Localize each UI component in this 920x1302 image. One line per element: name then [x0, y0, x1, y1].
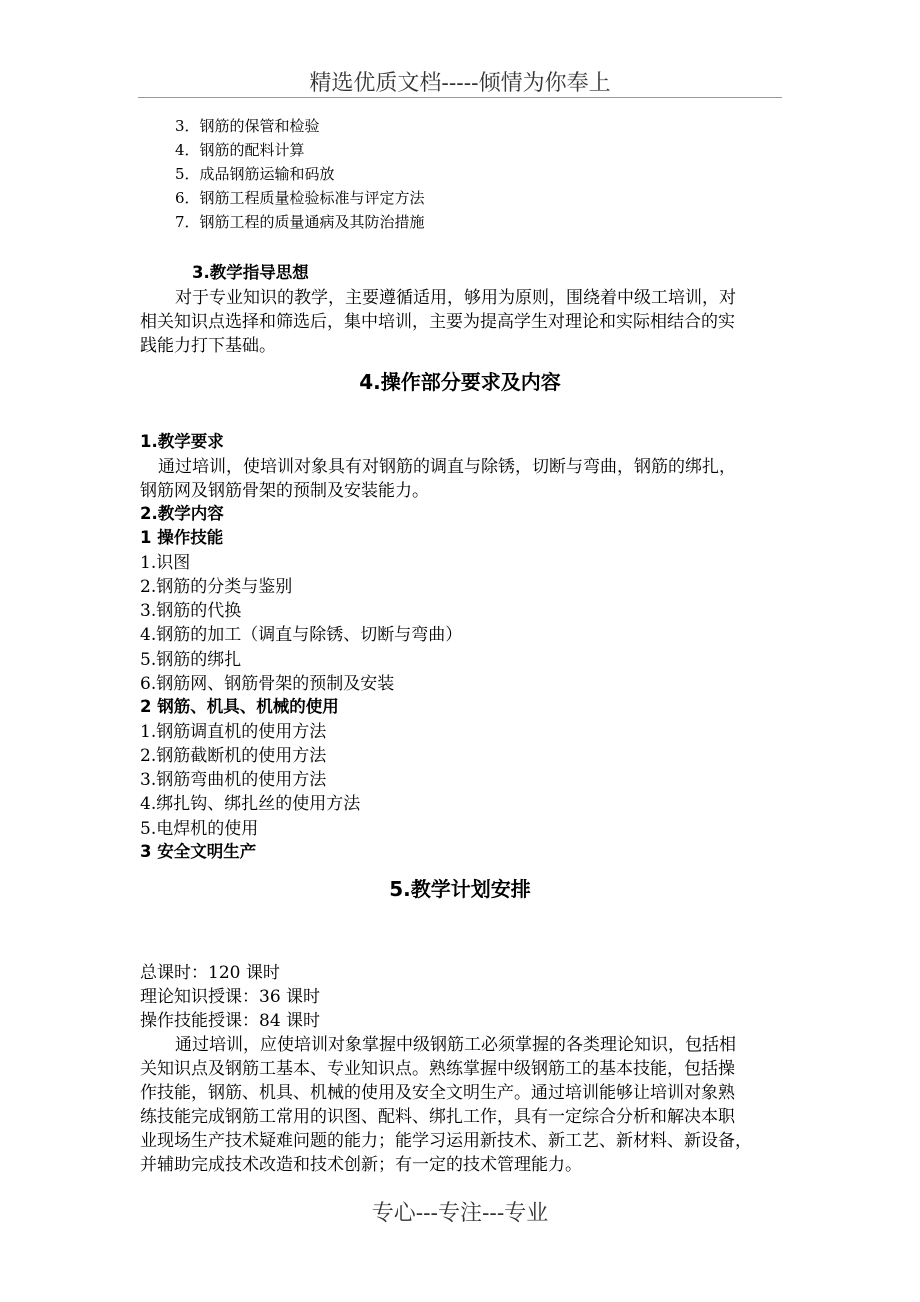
skill-item: 1.识图	[140, 553, 191, 573]
guiding-text-line: 践能力打下基础。	[140, 336, 276, 356]
requirements-heading: 1.教学要求	[140, 432, 224, 451]
list-item: 6．钢筋工程质量检验标准与评定方法	[175, 189, 425, 207]
machine-item: 2.钢筋截断机的使用方法	[140, 746, 327, 766]
header-divider	[138, 97, 782, 98]
requirements-text-line: 通过培训，使培训对象具有对钢筋的调直与除锈，切断与弯曲，钢筋的绑扎，	[158, 457, 736, 477]
guiding-text-line: 对于专业知识的教学，主要遵循适用，够用为原则，围绕着中级工培训，对	[175, 288, 736, 308]
safety-heading: 3 安全文明生产	[140, 842, 257, 861]
plan-text-line: 练技能完成钢筋工常用的识图、配料、绑扎工作，具有一定综合分析和解决本职	[140, 1107, 735, 1127]
skill-item: 4.钢筋的加工（调直与除锈、切断与弯曲）	[140, 625, 463, 645]
skill-item: 3.钢筋的代换	[140, 601, 242, 621]
section4-title: 4.操作部分要求及内容	[359, 370, 561, 394]
practice-hours: 操作技能授课：84 课时	[140, 1011, 321, 1031]
content-heading: 2.教学内容	[140, 504, 224, 523]
skill-item: 5.钢筋的绑扎	[140, 650, 242, 670]
plan-text-line: 并辅助完成技术改造和技术创新；有一定的技术管理能力。	[140, 1155, 582, 1175]
plan-text-line: 业现场生产技术疑难问题的能力；能学习运用新技术、新工艺、新材料、新设备，	[140, 1131, 752, 1151]
list-item: 3．钢筋的保管和检验	[175, 117, 320, 135]
machine-item: 1.钢筋调直机的使用方法	[140, 722, 327, 742]
guiding-text-line: 相关知识点选择和筛选后，集中培训，主要为提高学生对理论和实际相结合的实	[140, 312, 735, 332]
plan-text-line: 关知识点及钢筋工基本、专业知识点。熟练掌握中级钢筋工的基本技能，包括操	[140, 1059, 735, 1079]
plan-text-line: 作技能，钢筋、机具、机械的使用及安全文明生产。通过培训能够让培训对象熟	[140, 1083, 735, 1103]
page-footer: 专心---专注---专业	[371, 1201, 549, 1226]
machine-item: 3.钢筋弯曲机的使用方法	[140, 770, 327, 790]
skill-item: 2.钢筋的分类与鉴别	[140, 577, 293, 597]
machines-heading: 2 钢筋、机具、机械的使用	[140, 697, 339, 716]
page-header: 精选优质文档-----倾情为你奉上	[309, 71, 611, 96]
requirements-text-line: 钢筋网及钢筋骨架的预制及安装能力。	[140, 481, 429, 501]
list-item: 4．钢筋的配料计算	[175, 141, 305, 159]
plan-text-line: 通过培训，应使培训对象掌握中级钢筋工必须掌握的各类理论知识，包括相	[175, 1035, 736, 1055]
total-hours: 总课时：120 课时	[140, 963, 280, 983]
guiding-heading: 3.教学指导思想	[192, 263, 309, 282]
skill-item: 6.钢筋网、钢筋骨架的预制及安装	[140, 674, 395, 694]
section5-title: 5.教学计划安排	[389, 877, 531, 901]
skills-heading: 1 操作技能	[140, 528, 224, 547]
theory-hours: 理论知识授课：36 课时	[140, 987, 321, 1007]
machine-item: 5.电焊机的使用	[140, 819, 259, 839]
list-item: 5．成品钢筋运输和码放	[175, 165, 335, 183]
list-item: 7．钢筋工程的质量通病及其防治措施	[175, 213, 425, 231]
machine-item: 4.绑扎钩、绑扎丝的使用方法	[140, 794, 361, 814]
